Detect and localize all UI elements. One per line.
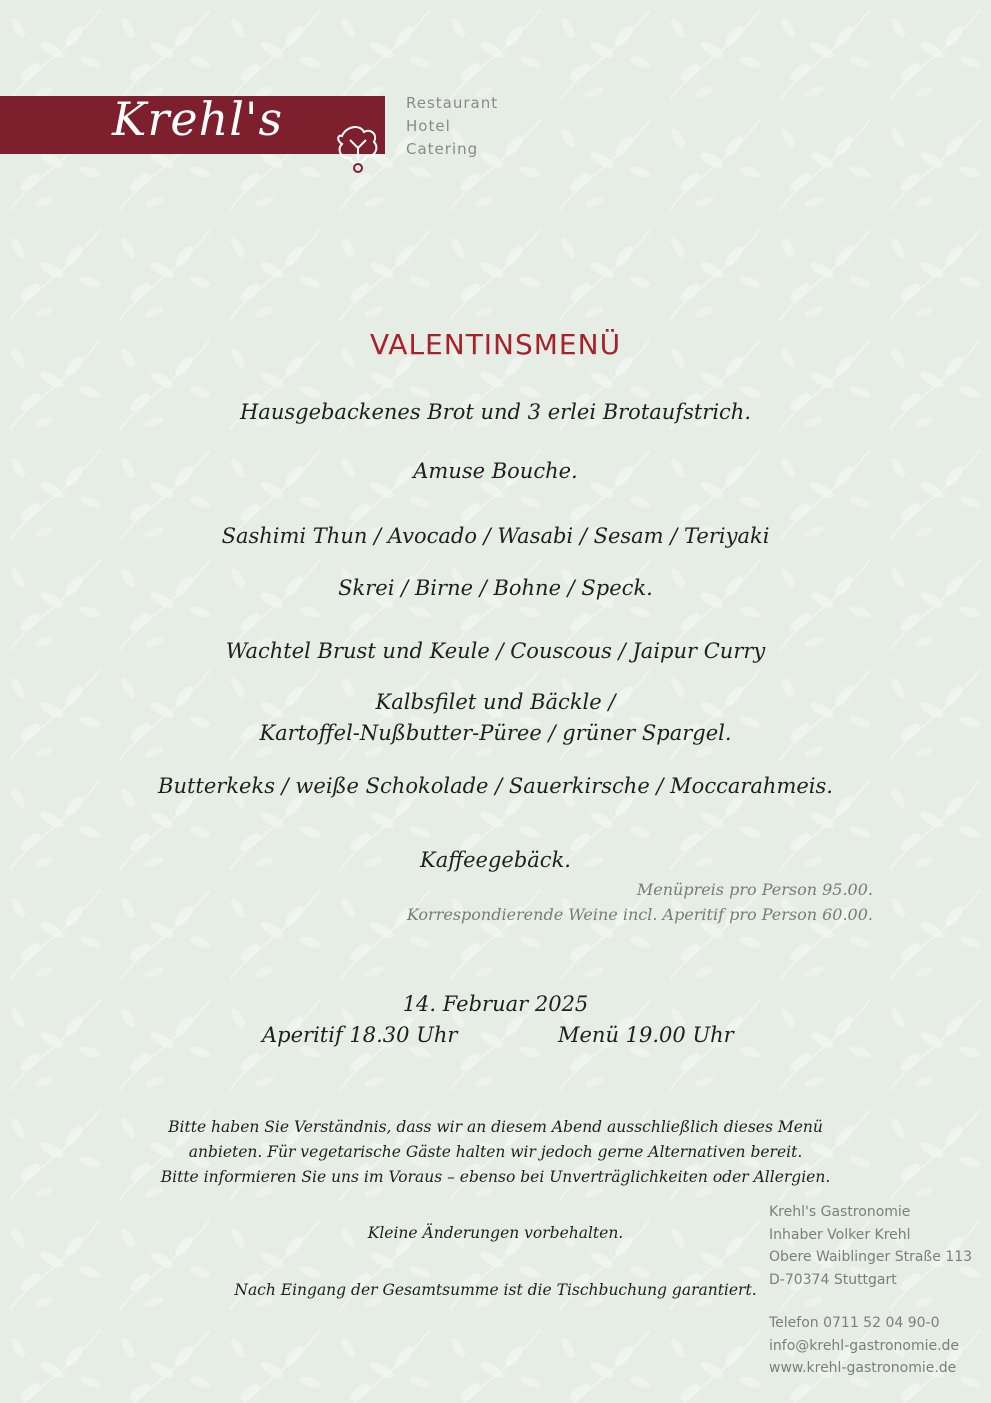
course-kaffeegebaeck: Kaffeegebäck.: [420, 848, 571, 872]
note-line-3: Bitte informieren Sie uns im Voraus – ebenso bei Unverträglichkeiten oder Allergien.: [160, 1168, 831, 1186]
crest-icon: [330, 118, 386, 176]
course-sashimi: Sashimi Thun / Avocado / Wasabi / Sesam / Teriyaki: [221, 524, 770, 548]
tagline-catering: Catering: [406, 140, 479, 158]
contact-city: D-70374 Stuttgart: [769, 1271, 897, 1288]
note-booking: Nach Eingang der Gesamtsumme ist die Tischbuchung garantiert.: [234, 1281, 757, 1299]
note-changes: Kleine Änderungen vorbehalten.: [367, 1224, 624, 1242]
course-dessert: Butterkeks / weiße Schokolade / Sauerkirsche / Moccarahmeis.: [158, 774, 833, 798]
tagline-hotel: Hotel: [406, 117, 451, 135]
brand-logo-text: Krehl's: [112, 92, 284, 146]
brand-taglines: [406, 92, 498, 161]
contact-email-link[interactable]: info@krehl-gastronomie.de: [769, 1337, 960, 1354]
note-line-1: Bitte haben Sie Verständnis, dass wir an diesem Abend ausschließlich dieses Menü: [168, 1118, 823, 1136]
price-menu: Menüpreis pro Person 95.00.: [636, 880, 873, 899]
contact-owner: Inhaber Volker Krehl: [769, 1226, 911, 1243]
contact-company: Krehl's Gastronomie: [769, 1204, 911, 1220]
event-date: 14. Februar 2025: [402, 992, 589, 1016]
course-bread: Hausgebackenes Brot und 3 erlei Brotaufstrich.: [239, 400, 752, 424]
menu-title: VALENTINSMENÜ: [369, 328, 622, 361]
course-kalbsfilet-line2: Kartoffel-Nußbutter-Püree / grüner Spargel.: [259, 721, 732, 745]
course-amuse-bouche: Amuse Bouche.: [413, 459, 578, 483]
course-wachtel: Wachtel Brust und Keule / Couscous / Jaipur Curry: [225, 639, 766, 663]
contact-address-block: [769, 1201, 972, 1291]
contact-phone: Telefon 0711 52 04 90-0: [769, 1315, 940, 1331]
event-menu-time: Menü 19.00 Uhr: [558, 1023, 734, 1047]
note-line-2: anbieten. Für vegetarische Gäste halten wir jedoch gerne Alternativen bereit.: [188, 1143, 803, 1161]
contact-website-link[interactable]: www.krehl-gastronomie.de: [769, 1360, 957, 1376]
contact-street: Obere Waiblinger Straße 113: [769, 1249, 973, 1265]
course-kalbsfilet-line1: Kalbsfilet und Bäckle /: [375, 690, 616, 714]
contact-channels-block: [769, 1312, 959, 1380]
price-wine: Korrespondierende Weine incl. Aperitif pro Person 60.00.: [406, 905, 873, 924]
event-aperitif-time: Aperitif 18.30 Uhr: [262, 1023, 458, 1047]
course-skrei: Skrei / Birne / Bohne / Speck.: [338, 576, 653, 600]
tagline-restaurant: Restaurant: [406, 94, 499, 112]
